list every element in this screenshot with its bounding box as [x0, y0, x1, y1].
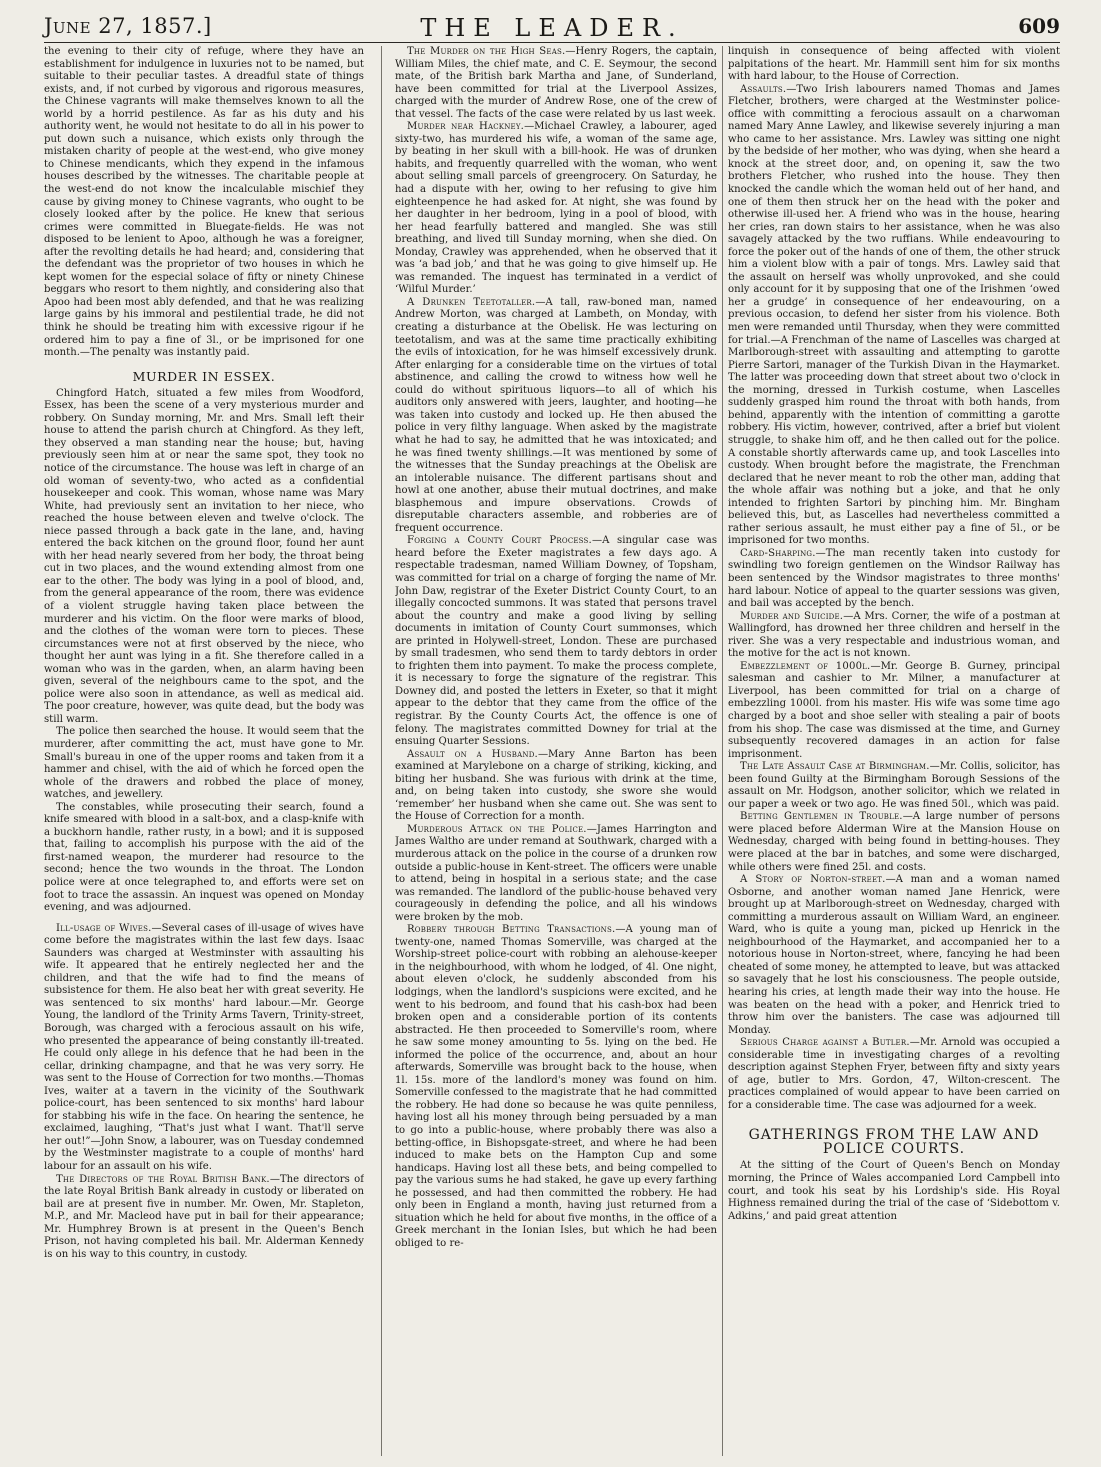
article-forging-process	[395, 535, 717, 748]
article-title: Assaults.	[740, 83, 787, 95]
article-paragraph: The police then searched the house. It would seem that the murderer, after committing the act, must have gone to Mr. Small's bureau in one of the upper rooms and taken from it a hammer and chisel, with the aid of which he forced open the whole of the drawers and robbed the place of money, watches, and jewellery.	[44, 726, 364, 801]
column-rule	[722, 46, 723, 1456]
article-birmingham-assault	[728, 761, 1060, 811]
section-heading-murder-in-essex: MURDER IN ESSEX.	[132, 368, 276, 384]
article-title: Murderous Attack on the Police.	[407, 823, 587, 835]
article-title: Robbery through Betting Transactions.	[407, 924, 616, 936]
article-body: —The directors of the late Royal British Bank already in custody or liberated on bail are at present five in number. Mr. Owen, Mr. Stapleton, M.P., and Mr. Macleod have put in bail for their appearance; Mr. Humphrey Brown is at present in the Queen's Bench Prison, not having completed his bail. Mr. Alderman Kennedy is on his way to this country, in custody.	[44, 1173, 364, 1260]
article-attack-on-police	[395, 824, 717, 924]
article-body: —The man recently taken into custody for swindling two foreign gentlemen on the Windsor Railway has been sentenced by the Windsor magistrates to three months' hard labour. Notice of appeal to the quarter sessions was given, and bail was accepted by the bench.	[728, 547, 1060, 610]
article-assaults	[728, 84, 1060, 548]
column-rule	[381, 46, 382, 1456]
article-title: Card-Sharping.	[740, 547, 816, 559]
article-paragraph: Chingford Hatch, situated a few miles from Woodford, Essex, has been the scene of a very mysterious murder and robbery. On Sunday morning, Mr. and Mrs. Small left their house to attend the parish church at Chingford. As they left, they observed a man standing near the house; but, having previously seen him at or near the same spot, they took no notice of the circumstance. The house was left in charge of an old woman of seventy-two, who acted as a confidential housekeeper and cook. This woman, whose name was Mary White, had previously sent an invitation to her niece, who reached the house between eleven and twelve o'clock. The niece passed through a back gate in the lane, and, having entered the back kitchen on the ground floor, found her aunt with her head nearly severed from her body, the throat being cut in two places, and the wound extending almost from one ear to the other. The body was lying in a pool of blood, and, from the general appearance of the room, there was evidence of a violent struggle having taken place between the murderer and his victim. On the floor were marks of blood, and the clothes of the woman were torn to pieces. These circumstances were not at first observed by the niece, who thought her aunt was lying in a fit. She therefore called in a woman who was in the garden, when, an alarm having been given, several of the neighbours came to the spot, and the police were also soon in attendance, as well as medical aid. The poor creature, however, was quite dead, but the body was still warm.	[44, 387, 364, 725]
article-title: A Story of Norton-street.	[740, 874, 886, 886]
article-body: —Two Irish labourers named Thomas and James Fletcher, brothers, were charged at the Westminster police-office with committing a ferocious assault on a charwoman named Mary Anne Lawley, and likewise severely injuring a man who came to her assistance. Mrs. Lawley was sitting one night by the bedside of her mother, who was dying, when she heard a knock at the street door, and, on opening it, saw the two brothers Fletcher, who rushed into the house. They then knocked the candle which the woman held out of her hand, and one of them then struck her on the head with the poker and otherwise ill-used her. A friend who was in the house, hearing her cries, ran down stairs to her assistance, when he was also savagely attacked by the two ruffians. While endeavouring to force the poker out of the hands of one of them, the other struck him a violent blow with a pair of tongs. Mrs. Lawley said that the assault on herself was wholly unprovoked, and she could only account for it by supposing that one of the Irishmen ‘owed her a grudge’ in consequence of her endeavouring, on a previous occasion, to defend her sister from his violence. Both men were remanded until Thursday, when they were committed for trial.—A Frenchman of the name of Lascelles was charged at Marlborough-street with assaulting and attempting to garotte Pierre Sartori, manager of the Turkish Divan in the Haymarket. The latter was proceeding down that street about two o'clock in the morning, dressed in Turkish costume, when Lascelles suddenly grasped him round the throat with both hands, from behind, apparently with the intention of committing a garotte robbery. His victim, however, contrived, after a brief but violent struggle, to shake him off, and he then called out for the police. A constable shortly afterwards came up, and took Lascelles into custody. When brought before the magistrate, the Frenchman declared that he never meant to rob the other man, adding that the whole affair was nothing but a joke, and that he only intended to frighten Sartori by pinching him. Mr. Bingham believed this, but, as Lascelles had nevertheless committed a rather serious assault, he must either pay a fine of 5l., or be imprisoned for two months.	[728, 83, 1060, 547]
article-title: The Late Assault Case at Birmingham.	[740, 761, 930, 773]
article-murder-near-hackney	[395, 121, 717, 297]
section-heading-gatherings: GATHERINGS FROM THE LAW AND POLICE COURTS.	[748, 1127, 1040, 1158]
article-body: —A singular case was heard before the Exeter magistrates a few days ago. A respectable tradesman, named William Downey, of Topsham, was committed for trial on a charge of forging the name of Mr. John Daw, registrar of the Exeter District County Court, to an illegally concocted summons. It was stated that persons travel about the country and make a good living by selling documents in imitation of County Court summonses, which are printed in Holywell-street, London. These are purchased by small tradesmen, who send them to tardy debtors in order to frighten them into payment. To make the process complete, it is necessary to forge the signature of the registrar. This Downey did, and posted the letters in Exeter, so that it might appear to the debtor that they came from the office of the registrar. By the County Courts Act, the offence is one of felony. The magistrates committed Downey for trial at the ensuing Quarter Sessions.	[395, 535, 717, 748]
article-assault-on-husband	[395, 749, 717, 824]
article-paragraph: At the sitting of the Court of Queen's Bench on Monday morning, the Prince of Wales accompanied Lord Campbell into court, and took his seat by his Lordship's side. His Royal Highness remained during the trial of the case of ‘Sidebottom v. Adkins,’ and paid great attention	[728, 1160, 1060, 1222]
article-body: —A large number of persons were placed before Alderman Wire at the Mansion House on Wednesday, charged with being found in betting-houses. They were placed at the bar in batches, and some were discharged, while others were fined 25l. and costs.	[728, 811, 1060, 873]
article-title: Assault on a Husband.	[407, 748, 538, 760]
article-title: Ill-usage of Wives.	[56, 922, 152, 934]
article-body: —Mr. Arnold was occupied a considerable time in investigating charges of a revolting description against Stephen Fryer, between fifty and sixty years of age, butler to Mrs. Gordon, 47, Wilton-crescent. The practices complained of would appear to have been carried on for a considerable time. The case was adjourned for a week.	[728, 1037, 1060, 1111]
article-body: —A man and a woman named Osborne, and another woman named Jane Henrick, were brought up at Marlborough-street on Wednesday, charged with committing a murderous assault on William Ward, an engineer. Ward, who is quite a young man, picked up Henrick in the neighbourhood of the Haymarket, and accompanied her to a notorious house in Norton-street, where, fancying he had been cheated of some money, he attempted to leave, but was attacked so savagely that he lost his consciousness. The people outside, hearing his cries, at length made their way into the house. He was beaten on the head with a poker, and Henrick tried to throw him over the banisters. The case was adjourned till Monday.	[728, 874, 1060, 1036]
article-murder-and-suicide	[728, 611, 1060, 661]
article-murder-high-seas	[395, 46, 717, 121]
article-body: —Mary Anne Barton has been examined at Marylebone on a charge of striking, kicking, and biting her husband. She was furious with drink at the time, and, on being taken into custody, she swore she would ‘remember’ her husband when she came out. She was sent to the House of Correction for a month.	[395, 748, 717, 823]
article-embezzlement	[728, 661, 1060, 761]
article-body: —A Mrs. Corner, the wife of a postman at Wallingford, has drowned her three children and herself in the river. She was a very respectable and industrious woman, and the motive for the act is not known.	[728, 610, 1060, 660]
article-body: —Henry Rogers, the captain, William Miles, the chief mate, and C. E. Seymour, the second mate, of the British bark Martha and Jane, of Sunderland, have been committed for trial at the Liverpool Assizes, charged with the murder of Andrew Rose, one of the crew of that vessel. The facts of the case were related by us last week.	[395, 46, 717, 120]
article-ill-usage-of-wives	[44, 923, 364, 1174]
article-title: Murder and Suicide.	[740, 610, 844, 622]
article-body: —Michael Crawley, a labourer, aged sixty-two, has murdered his wife, a woman of the same age, by beating in her skull with a bill-hook. He was of drunken habits, and frequently quarrelled with the woman, who went about selling small parcels of greengrocery. On Saturday, he had a dispute with her, owing to her refusing to give him eighteenpence he had asked for. At night, she was found by her daughter in her bedroom, lying in a pool of blood, with her head fearfully battered and mangled. She was still breathing, and lived till Sunday morning, when she died. On Monday, Crawley was apprehended, when he observed that it was ‘a bad job,’ and that he was going to give himself up. He was remanded. The inquest has terminated in a verdict of ‘Wilful Murder.’	[395, 121, 717, 296]
article-body: —Mr. George B. Gurney, principal salesman and cashier to Mr. Milner, a manufacturer at Liverpool, has been committed for trial on a charge of embezzling 1000l. from his master. His wife was some time ago charged by a boot and shoe seller with stealing a pair of boots from his shop. The case was dismissed at the time, and Gurney subsequently recovered damages in an action for false imprisonment.	[728, 660, 1060, 760]
issue-date: June 27, 1857.]	[44, 14, 212, 38]
column-3	[728, 46, 1060, 1456]
article-butler-charge	[728, 1037, 1060, 1112]
article-body: —Mr. Collis, solicitor, has been found Guilty at the Birmingham Borough Sessions of the assault on Mr. Hodgson, another solicitor, which we related in our paper a week or two ago. He was fined 50l., which was paid.	[728, 761, 1060, 810]
article-drunken-teetotaller	[395, 297, 717, 535]
article-norton-street	[728, 874, 1060, 1037]
article-title: A Drunken Teetotaller.	[407, 296, 536, 308]
article-continuation: linquish in consequence of being affected with violent palpitations of the heart. Mr. Hammill sent him for six months with hard labour, to the House of Correction.	[728, 46, 1060, 83]
article-betting-gentlemen	[728, 811, 1060, 874]
article-title: Forging a County Court Process.	[407, 535, 592, 547]
page-number: 609	[1018, 14, 1060, 38]
article-title: The Murder on the High Seas.	[407, 46, 566, 57]
article-title: The Directors of the Royal British Bank.	[56, 1173, 270, 1185]
article-body: —A tall, raw-boned man, named Andrew Morton, was charged at Lambeth, on Monday, with creating a disturbance at the Obelisk. He was lecturing on teetotalism, and was at the same time practically exhibiting the evils of intoxication, for he was himself excessively drunk. After enlarging for a considerable time on the virtues of total abstinence, and calling the crowd to witness how well he could do without spirituous liquors—to all of which his auditors only answered with jeers, laughter, and hooting—he was taken into custody and locked up. He then abused the police in very filthy language. When asked by the magistrate what he had to say, he admitted that he was intoxicated; and he was fined twenty shillings.—It was mentioned by some of the witnesses that the Sunday preachings at the Obelisk are an intolerable nuisance. The different partisans shout and howl at one another, abuse their mutual doctrines, and make blasphemous and impure observations. Crowds of disreputable characters assemble, and robberies are of frequent occurrence.	[395, 296, 717, 534]
article-paragraph: The constables, while prosecuting their search, found a knife smeared with blood in a salt-box, and a clasp-knife with a buckhorn handle, rather rusty, in a bowl; and it is supposed that, failing to accomplish his purpose with the aid of the first-named weapon, the murderer had resource to the second; hence the two wounds in the throat. The London police were at once telegraphed to, and efforts were set on foot to trace the assassin. An inquest was opened on Monday evening, and was adjourned.	[44, 801, 364, 914]
article-body: —Several cases of ill-usage of wives have come before the magistrates within the last few days. Isaac Saunders was charged at Westminster with assaulting his wife. It appeared that he entirely neglected her and the children, and that the wife had to find the means of subsistence for them. He also beat her with great severity. He was sentenced to six months' hard labour.—Mr. George Young, the landlord of the Trinity Arms Tavern, Trinity-street, Borough, was charged with a ferocious assault on his wife, who presented the appearance of being constantly ill-treated. He could only allege in his defence that he had been in the cellar, drinking champagne, and that he was very sorry. He was sent to the House of Correction for two months.—Thomas Ives, waiter at a tavern in the vicinity of the Southwark police-court, has been sentenced to six months' hard labour for stabbing his wife in the face. On hearing the sentence, he exclaimed, laughing, “That's just what I want. That'll serve her out!”—John Snow, a labourer, was on Tuesday condemned by the Westminster magistrate to a couple of months' hard labour for an assault on his wife.	[44, 922, 364, 1173]
article-title: Betting Gentlemen in Trouble.	[740, 811, 903, 823]
article-title: Murder near Hackney.	[407, 121, 525, 133]
newspaper-title: THE LEADER.	[420, 14, 684, 42]
article-body: —James Harrington and James Waltho are under remand at Southwark, charged with a murderous attack on the police in the course of a drunken row outside a public-house in Kent-street. The officers were unable to attend, being in hospital in a serious state; and the case was remanded. The landlord of the public-house behaved very courageously in defending the police, and all his windows were broken by the mob.	[395, 823, 717, 923]
article-royal-british-bank	[44, 1174, 364, 1262]
article-continuation: the evening to their city of refuge, where they have an establishment for indulgence in luxuries not to be named, but suitable to their peculiar tastes. A dreadful state of things exists, and, if not curbed by vigorous and rigorous measures, the Chinese vagrants will make themselves known to all the world by a horrid pestilence. As far as his duty and his authority went, he would not hesitate to do all in his power to put down such a nuisance, which exists only through the mistaken charity of people at the west-end, who give money to Chinese mendicants, which they expend in the infamous houses described by the witnesses. The charitable people at the west-end do not know the incalculable mischief they cause by giving money to Chinese vagrants, who ought to be closely looked after by the police. He knew that serious crimes were committed in Bluegate-fields. He was not disposed to be lenient to Apoo, although he was a foreigner, after the revolting details he had heard; and, considering that the defendant was the proprietor of two houses in which he kept women for the especial solace of fifty or ninety Chinese beggars who resort to them nightly, and considering also that Apoo had been most ably defended, and that he was realizing large gains by his immoral and pestilential trade, he did not think he should be treating him with excessive rigour if he ordered him to pay a fine of 3l., or be imprisoned for one month.—The penalty was instantly paid.	[44, 46, 364, 359]
article-betting-robbery	[395, 924, 717, 1250]
article-title: Embezzlement of 1000l.	[740, 660, 871, 672]
masthead	[44, 12, 1060, 43]
column-1	[44, 46, 364, 1456]
article-title: Serious Charge against a Butler.	[740, 1037, 910, 1049]
column-2	[395, 46, 717, 1456]
article-body: —A young man of twenty-one, named Thomas Somerville, was charged at the Worship-street police-court with robbing an alehouse-keeper in the neighbourhood, with whom he lodged, of 4l. One night, about eleven o'clock, he suddenly absconded from his lodgings, when the landlord's suspicions were excited, and he went to his bedroom, and found that his cash-box had been broken open and a considerable portion of its contents abstracted. He then proceeded to Somerville's room, where he saw some money amounting to 5s. lying on the bed. He informed the police of the occurrence, and, about an hour afterwards, Somerville was brought back to the house, when 1l. 15s. more of the landlord's money was found on him. Somerville confessed to the magistrate that he had committed the robbery. He had done so because he was quite penniless, having lost all his money through being persuaded by a man to go into a public-house, where probably there was also a betting-office, in Bishopsgate-street, and where he had been induced to make bets on the Hampton Cup and some handicaps. Having lost all these bets, and being compelled to pay the various sums he had staked, he gave up every farthing he possessed, and had then committed the robbery. He had only been in England a month, having just returned from a situation which he held for about five months, in the office of a Greek merchant in the Ionian Isles, but which he had been obliged to re-	[395, 924, 717, 1249]
article-card-sharping	[728, 548, 1060, 611]
